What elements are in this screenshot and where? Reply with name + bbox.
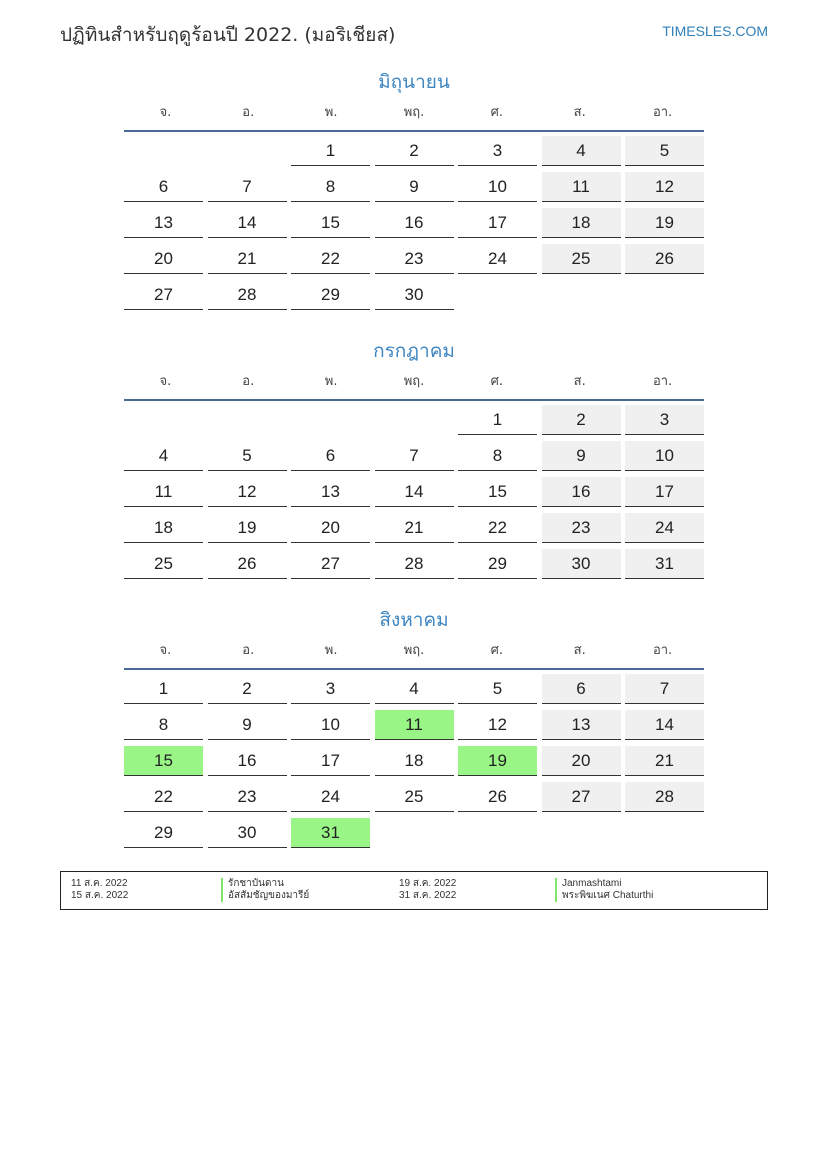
- day-cell: 9: [375, 172, 454, 202]
- legend-date: 15 ส.ค. 2022: [71, 890, 129, 901]
- day-cell: 21: [375, 513, 454, 543]
- day-cell: 10: [291, 710, 370, 740]
- month-title: กรกฎาคม: [373, 340, 455, 362]
- weekday-label: พฤ.: [403, 105, 425, 120]
- day-cell: 18: [542, 208, 621, 238]
- day-cell: 28: [375, 549, 454, 579]
- legend-date: 19 ส.ค. 2022: [399, 878, 457, 889]
- month-calendar: [124, 66, 704, 316]
- day-cell: 6: [124, 172, 203, 202]
- legend-name: Janmashtami: [555, 878, 621, 890]
- weekday-label: ส.: [573, 643, 586, 658]
- weekday-label: จ.: [159, 105, 172, 120]
- day-cell: 8: [458, 441, 537, 471]
- empty-day-cell: [625, 818, 704, 848]
- day-cell: 6: [542, 674, 621, 704]
- day-cell: 14: [208, 208, 287, 238]
- empty-day-cell: [208, 136, 287, 166]
- day-cell: 25: [542, 244, 621, 274]
- day-cell: 29: [458, 549, 537, 579]
- legend-date: 31 ส.ค. 2022: [399, 890, 457, 901]
- month-calendar: [124, 604, 704, 854]
- legend-name: อัสสัมชัญของมารีย์: [221, 890, 309, 902]
- day-cell: 15: [291, 208, 370, 238]
- month-calendar: [124, 335, 704, 585]
- day-grid: [124, 136, 704, 316]
- day-cell: 24: [291, 782, 370, 812]
- day-cell: 13: [124, 208, 203, 238]
- weekday-header: [124, 367, 704, 401]
- weekday-label: อา.: [652, 643, 673, 658]
- weekday-label: อ.: [242, 643, 255, 658]
- holiday-day-cell: 19: [458, 746, 537, 776]
- day-cell: 7: [625, 674, 704, 704]
- legend-date: 11 ส.ค. 2022: [71, 878, 128, 889]
- day-cell: 17: [291, 746, 370, 776]
- legend-name: พระพิฆเนศ Chaturthi: [555, 890, 653, 902]
- day-cell: 13: [291, 477, 370, 507]
- day-cell: 18: [375, 746, 454, 776]
- day-cell: 10: [625, 441, 704, 471]
- day-cell: 19: [208, 513, 287, 543]
- day-cell: 25: [124, 549, 203, 579]
- day-cell: 14: [375, 477, 454, 507]
- empty-day-cell: [124, 136, 203, 166]
- day-cell: 1: [291, 136, 370, 166]
- day-cell: 8: [291, 172, 370, 202]
- day-cell: 7: [375, 441, 454, 471]
- holiday-day-cell: 31: [291, 818, 370, 848]
- weekday-label: จ.: [159, 643, 172, 658]
- day-cell: 29: [291, 280, 370, 310]
- day-cell: 23: [208, 782, 287, 812]
- weekday-label: ศ.: [490, 105, 504, 120]
- weekday-label: อา.: [652, 374, 673, 389]
- page-title: ปฏิทินสำหรับฤดูร้อนปี 2022. (มอริเชียส): [60, 24, 396, 46]
- day-cell: 9: [542, 441, 621, 471]
- day-cell: 19: [625, 208, 704, 238]
- day-cell: 10: [458, 172, 537, 202]
- weekday-label: ส.: [573, 374, 586, 389]
- day-cell: 12: [208, 477, 287, 507]
- day-cell: 8: [124, 710, 203, 740]
- empty-day-cell: [458, 280, 537, 310]
- day-cell: 25: [375, 782, 454, 812]
- day-cell: 3: [625, 405, 704, 435]
- day-cell: 4: [375, 674, 454, 704]
- day-cell: 29: [124, 818, 203, 848]
- brand-link[interactable]: TIMESLES.COM: [662, 23, 768, 39]
- legend-name: รักชาบันดาน: [221, 878, 284, 890]
- empty-day-cell: [625, 280, 704, 310]
- day-cell: 26: [208, 549, 287, 579]
- day-cell: 11: [124, 477, 203, 507]
- day-cell: 1: [458, 405, 537, 435]
- empty-day-cell: [458, 818, 537, 848]
- day-cell: 2: [208, 674, 287, 704]
- day-cell: 20: [542, 746, 621, 776]
- weekday-label: พฤ.: [403, 374, 425, 389]
- weekday-label: จ.: [159, 374, 172, 389]
- empty-day-cell: [542, 280, 621, 310]
- day-cell: 17: [625, 477, 704, 507]
- empty-day-cell: [375, 405, 454, 435]
- day-grid: [124, 674, 704, 854]
- day-cell: 28: [208, 280, 287, 310]
- holiday-legend: [60, 871, 768, 910]
- day-cell: 4: [124, 441, 203, 471]
- day-cell: 24: [625, 513, 704, 543]
- day-cell: 16: [208, 746, 287, 776]
- day-cell: 18: [124, 513, 203, 543]
- day-cell: 3: [458, 136, 537, 166]
- weekday-label: พฤ.: [403, 643, 425, 658]
- page-header: [60, 18, 768, 48]
- day-cell: 23: [375, 244, 454, 274]
- weekday-header: [124, 98, 704, 132]
- empty-day-cell: [208, 405, 287, 435]
- empty-day-cell: [375, 818, 454, 848]
- day-cell: 31: [625, 549, 704, 579]
- empty-day-cell: [124, 405, 203, 435]
- day-cell: 5: [208, 441, 287, 471]
- day-cell: 22: [291, 244, 370, 274]
- day-cell: 28: [625, 782, 704, 812]
- day-cell: 16: [375, 208, 454, 238]
- day-cell: 3: [291, 674, 370, 704]
- day-cell: 27: [291, 549, 370, 579]
- day-cell: 1: [124, 674, 203, 704]
- day-cell: 7: [208, 172, 287, 202]
- day-cell: 22: [458, 513, 537, 543]
- weekday-label: ศ.: [490, 374, 504, 389]
- day-cell: 30: [375, 280, 454, 310]
- day-cell: 12: [458, 710, 537, 740]
- day-cell: 11: [542, 172, 621, 202]
- day-cell: 13: [542, 710, 621, 740]
- day-cell: 12: [625, 172, 704, 202]
- day-grid: [124, 405, 704, 585]
- day-cell: 21: [208, 244, 287, 274]
- day-cell: 4: [542, 136, 621, 166]
- holiday-day-cell: 15: [124, 746, 203, 776]
- day-cell: 5: [458, 674, 537, 704]
- weekday-label: อ.: [242, 105, 255, 120]
- day-cell: 17: [458, 208, 537, 238]
- month-title: สิงหาคม: [379, 609, 449, 631]
- weekday-label: พ.: [324, 374, 338, 389]
- day-cell: 2: [542, 405, 621, 435]
- day-cell: 30: [208, 818, 287, 848]
- day-cell: 23: [542, 513, 621, 543]
- day-cell: 27: [124, 280, 203, 310]
- day-cell: 6: [291, 441, 370, 471]
- weekday-label: ส.: [573, 105, 586, 120]
- day-cell: 20: [291, 513, 370, 543]
- empty-day-cell: [291, 405, 370, 435]
- weekday-label: ศ.: [490, 643, 504, 658]
- day-cell: 21: [625, 746, 704, 776]
- day-cell: 27: [542, 782, 621, 812]
- day-cell: 16: [542, 477, 621, 507]
- day-cell: 20: [124, 244, 203, 274]
- weekday-label: อ.: [242, 374, 255, 389]
- day-cell: 9: [208, 710, 287, 740]
- day-cell: 2: [375, 136, 454, 166]
- weekday-label: อา.: [652, 105, 673, 120]
- day-cell: 24: [458, 244, 537, 274]
- day-cell: 14: [625, 710, 704, 740]
- weekday-label: พ.: [324, 105, 338, 120]
- day-cell: 22: [124, 782, 203, 812]
- month-title: มิถุนายน: [378, 71, 450, 93]
- day-cell: 15: [458, 477, 537, 507]
- day-cell: 26: [625, 244, 704, 274]
- day-cell: 26: [458, 782, 537, 812]
- holiday-day-cell: 11: [375, 710, 454, 740]
- empty-day-cell: [542, 818, 621, 848]
- day-cell: 30: [542, 549, 621, 579]
- day-cell: 5: [625, 136, 704, 166]
- weekday-label: พ.: [324, 643, 338, 658]
- weekday-header: [124, 636, 704, 670]
